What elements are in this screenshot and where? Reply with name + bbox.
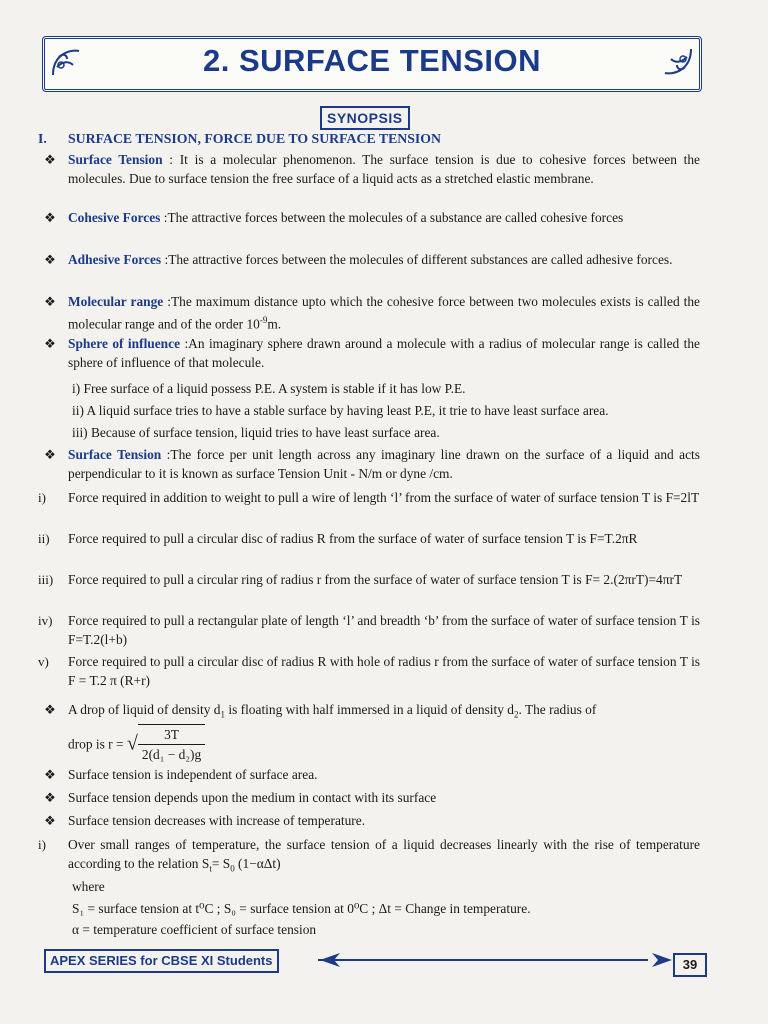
- force-item: [38, 570, 700, 589]
- definition-adhesive: ❖ Adhesive Forces :The attractive forces between the molecules of different substances are called adhesive forces.: [68, 250, 700, 269]
- definition-molecular-range: ❖ Molecular range :The maximum distance upto which the cohesive force between two molecules exists is called the molecular range and of the order $10^{-9}m$.: [68, 292, 700, 333]
- definition-line: S₁ = surface tension at t⁰C ; S₀ = surface tension at 0⁰C ; Δt = Change in temperature.: [72, 901, 531, 916]
- synopsis-label: SYNOPSIS: [320, 106, 410, 130]
- drop-radius-formula: drop is r = √ $\frac{3T}{\text{2(d₁ − d₂)g}}$: [68, 724, 700, 764]
- force-item: [38, 652, 700, 690]
- definition-surface-tension-2: ❖ Surface Tension :The force per unit length across any imaginary line drawn on the surface of a liquid and acts perpendicular to it is known as surface Tension Unit - N/m or dyne /cm.: [68, 445, 700, 483]
- where-label: where: [72, 879, 105, 894]
- bullet-item: ❖ Surface tension is independent of surface area.: [68, 765, 700, 784]
- bullet-icon: ❖: [44, 252, 56, 267]
- page-number: 39: [673, 953, 707, 977]
- bullet-item: ❖ Surface tension depends upon the medium in contact with its surface: [68, 788, 700, 807]
- item-number: i): [38, 837, 46, 852]
- bullet-icon: ❖: [44, 813, 56, 828]
- force-text: Force required to pull a circular disc of radius R with hole of radius r from the surface of water of surface tension T is F = T.2 π (R+r): [68, 654, 700, 688]
- footer-rule: [318, 959, 648, 961]
- item-number: ii): [38, 531, 50, 546]
- term: Surface Tension: [68, 152, 163, 167]
- bullet-icon: ❖: [44, 152, 56, 167]
- bullet-icon: ❖: [44, 790, 56, 805]
- item-number: v): [38, 654, 49, 669]
- force-text: Force required to pull a circular disc of radius R from the surface of water of surface tension T is F=T.2πR: [68, 531, 638, 546]
- bullet-icon: ❖: [44, 336, 56, 351]
- definition-text: It is a molecular phenomenon. The surface tension is due to cohesive forces between the molecules. Due to surface tension the free surface of a liquid acts as a stretched elastic membrane.: [68, 152, 701, 186]
- definition-surface-tension: ❖ Surface Tension : It is a molecular phenomenon. The surface tension is due to cohesive forces between the molecules. Due to surface tension the free surface of a liquid acts as a stretched elastic membrane.: [68, 150, 700, 188]
- bullet-icon: ❖: [44, 767, 56, 782]
- term: Sphere of influence: [68, 336, 181, 351]
- bullet-icon: ❖: [44, 702, 56, 717]
- definition-cohesive: ❖ Cohesive Forces :The attractive forces between the molecules of a substance are called cohesive forces: [68, 208, 700, 227]
- item-number: iv): [38, 613, 53, 628]
- definition-text: An imaginary sphere drawn around a molecule with a radius of molecular range is called the sphere of influence of that molecule.: [68, 336, 700, 370]
- drop-radius-item: ❖ A drop of liquid of density $d_1$ is floating with half immersed in a liquid of density $d_2$. The radius of: [68, 700, 700, 725]
- force-text: Force required in addition to weight to pull a wire of length ‘l’ from the surface of water of surface tension T is F=2lT: [68, 490, 700, 505]
- page-title: 2. SURFACE TENSION: [203, 43, 541, 78]
- term: Molecular range: [68, 294, 164, 309]
- definition-line: α = temperature coefficient of surface tension: [72, 922, 317, 937]
- term: Surface Tension: [68, 447, 162, 462]
- definition-sphere-of-influence: ❖ Sphere of influence :An imaginary sphere drawn around a molecule with a radius of molecular range is called the sphere of influence of that molecule.: [68, 334, 700, 372]
- bullet-icon: ❖: [44, 447, 56, 462]
- section-number: I.: [38, 131, 47, 146]
- sub-point: i) Free surface of a liquid possess P.E. A system is stable if it has low P.E.: [72, 381, 466, 396]
- section-heading: SURFACE TENSION, FORCE DUE TO SURFACE TENSION: [68, 131, 441, 146]
- force-text: Force required to pull a rectangular plate of length ‘l’ and breadth ‘b’ from the surface of water of surface tension T is F=T.2(l+b): [68, 613, 700, 647]
- force-text: Force required to pull a circular ring of radius r from the surface of water of surface tension T is F= 2.(2πrT)=4πrT: [68, 572, 683, 587]
- fraction: $\frac{3T}{\text{2(d₁ − d₂)g}}$: [138, 724, 205, 764]
- bullet-icon: ❖: [44, 210, 56, 225]
- bullet-item: ❖ Surface tension decreases with increase of temperature.: [68, 811, 700, 830]
- definition-text: The maximum distance upto which the cohesive force between two molecules exists is called the molecular range and of the order 10: [68, 294, 700, 332]
- sub-point: iii) Because of surface tension, liquid tries to have least surface area.: [72, 425, 440, 440]
- item-number: i): [38, 490, 46, 505]
- term: Cohesive Forces: [68, 210, 161, 225]
- force-item: [38, 611, 700, 649]
- definition-text: The attractive forces between the molecules of different substances are called adhesive forces.: [168, 252, 673, 267]
- footer-arrow-right-icon: [634, 950, 674, 970]
- bullet-icon: ❖: [44, 294, 56, 309]
- temperature-relation: i) Over small ranges of temperature, the surface tension of a liquid decreases linearly with the rise of temperature according to the relation $S_t= S_0$ (1−αΔt): [38, 837, 700, 874]
- item-number: iii): [38, 572, 54, 587]
- sqrt-sign-icon: √: [126, 732, 138, 755]
- force-item: [38, 488, 700, 507]
- force-item: [38, 529, 700, 548]
- term: Adhesive Forces: [68, 252, 162, 267]
- title-box: [42, 36, 702, 92]
- definition-text: The attractive forces between the molecules of a substance are called cohesive forces: [167, 210, 624, 225]
- series-label: APEX SERIES for CBSE XI Students: [44, 949, 279, 973]
- floral-ornament-icon: [661, 45, 695, 79]
- sub-point: ii) A liquid surface tries to have a stable surface by having least P.E, it trie to have least surface area.: [72, 403, 609, 418]
- definition-text: The force per unit length across any imaginary line drawn on the surface of a liquid and acts perpendicular to it is known as surface Tension Unit - N/m or dyne /cm.: [68, 447, 700, 481]
